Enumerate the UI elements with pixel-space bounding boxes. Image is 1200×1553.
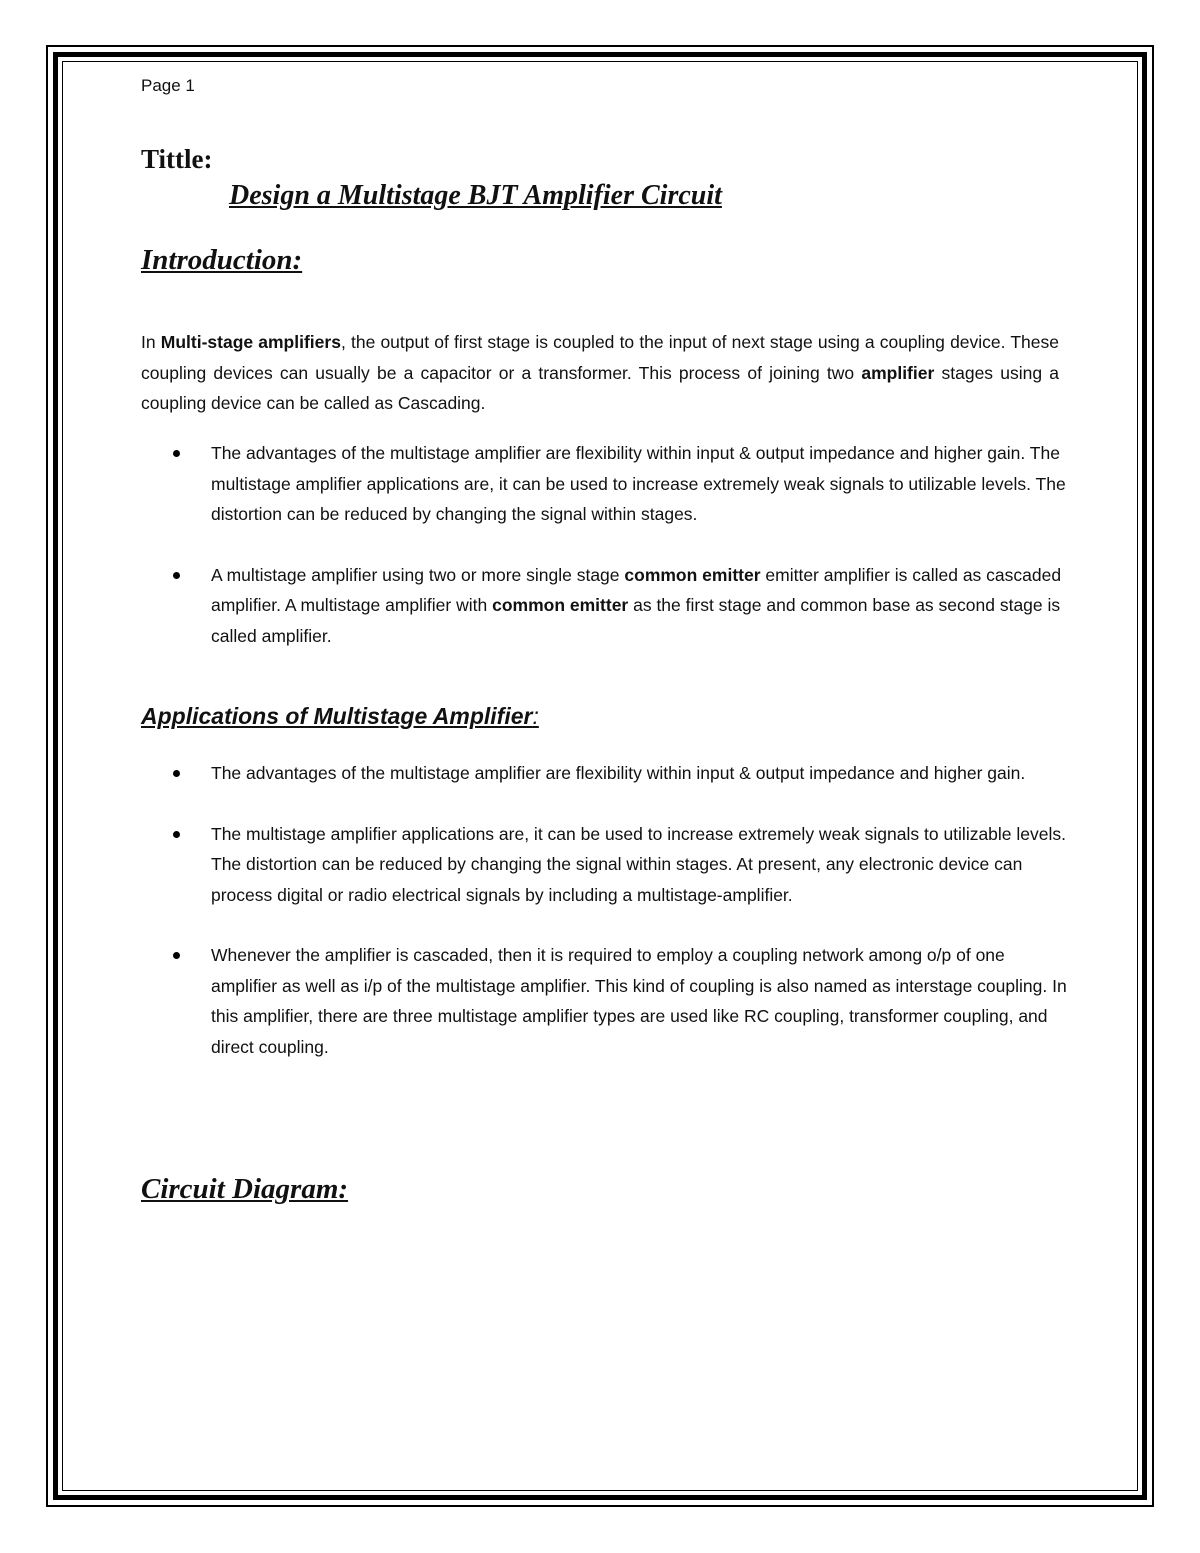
bullet-text: Whenever the amplifier is cascaded, then it is required to employ a coupling network among o/p of one amplifier as well as i/p of the multistage amplifier. This kind of coupling is also named as interstage coupling. In this amplifier, there are three multistage amplifier types are used like RC coupling, transformer coupling, and direct coupling. [211,945,1067,1057]
bullet-icon [173,450,180,457]
introduction-bullet-list [141,438,1071,651]
document-title: Design a Multistage BJT Amplifier Circuit [229,180,722,211]
title-label: Tittle: [141,144,213,174]
list-item [141,758,1071,789]
list-item [141,438,1071,530]
applications-bullet-list [141,758,1071,1062]
bullet-text-1: A multistage amplifier using two or more single stage [211,564,625,585]
bullet-icon [173,831,180,838]
list-item [141,819,1071,911]
applications-heading [141,703,539,730]
bullet-icon [173,572,180,579]
bullet-text: The advantages of the multistage amplifier are flexibility within input & output impedance and higher gain. [211,763,1026,783]
intro-text-1: In [141,332,161,352]
bullet-text-3: as the first stage and common base as second stage is called amplifier. [211,595,1061,646]
applications-heading-colon: : [532,703,539,729]
bullet-text: The multistage amplifier applications are, it can be used to increase extremely weak signals to utilizable levels. The distortion can be reduced by changing the signal within stages. At present, any electronic device can process digital or radio electrical signals by including a multistage-amplifier. [211,823,1067,905]
introduction-paragraph [141,327,1059,419]
page-number: Page 1 [141,76,195,95]
bullet-icon [173,770,180,777]
applications-heading-text: Applications of Multistage Amplifier [141,703,533,729]
bullet-text: The advantages of the multistage amplifier are flexibility within input & output impedance and higher gain. The multistage amplifier applications are, it can be used to increase extremely weak signals to utilizable levels. The distortion can be reduced by changing the signal within stages. [211,443,1066,524]
bullet-text-2: emitter amplifier is called as cascaded amplifier. A multistage amplifier with [211,564,1062,615]
bullet-icon [173,952,180,959]
intro-text-2: , the output of first stage is coupled to the input of next stage using a coupling device. These coupling devices can usually be a capacitor or a transformer. This process of joining two [141,332,1059,383]
intro-bold-2: amplifier [861,362,935,383]
list-item [141,560,1071,652]
circuit-diagram-heading: Circuit Diagram: [141,1173,349,1205]
bullet-bold-1: common emitter [624,564,761,585]
list-item [141,940,1071,1062]
intro-bold-1: Multi-stage amplifiers [160,332,341,352]
intro-text-3: stages using a coupling device can be called as Cascading. [141,362,1059,413]
introduction-heading: Introduction: [141,244,303,276]
bullet-bold-2: common emitter [492,595,629,615]
